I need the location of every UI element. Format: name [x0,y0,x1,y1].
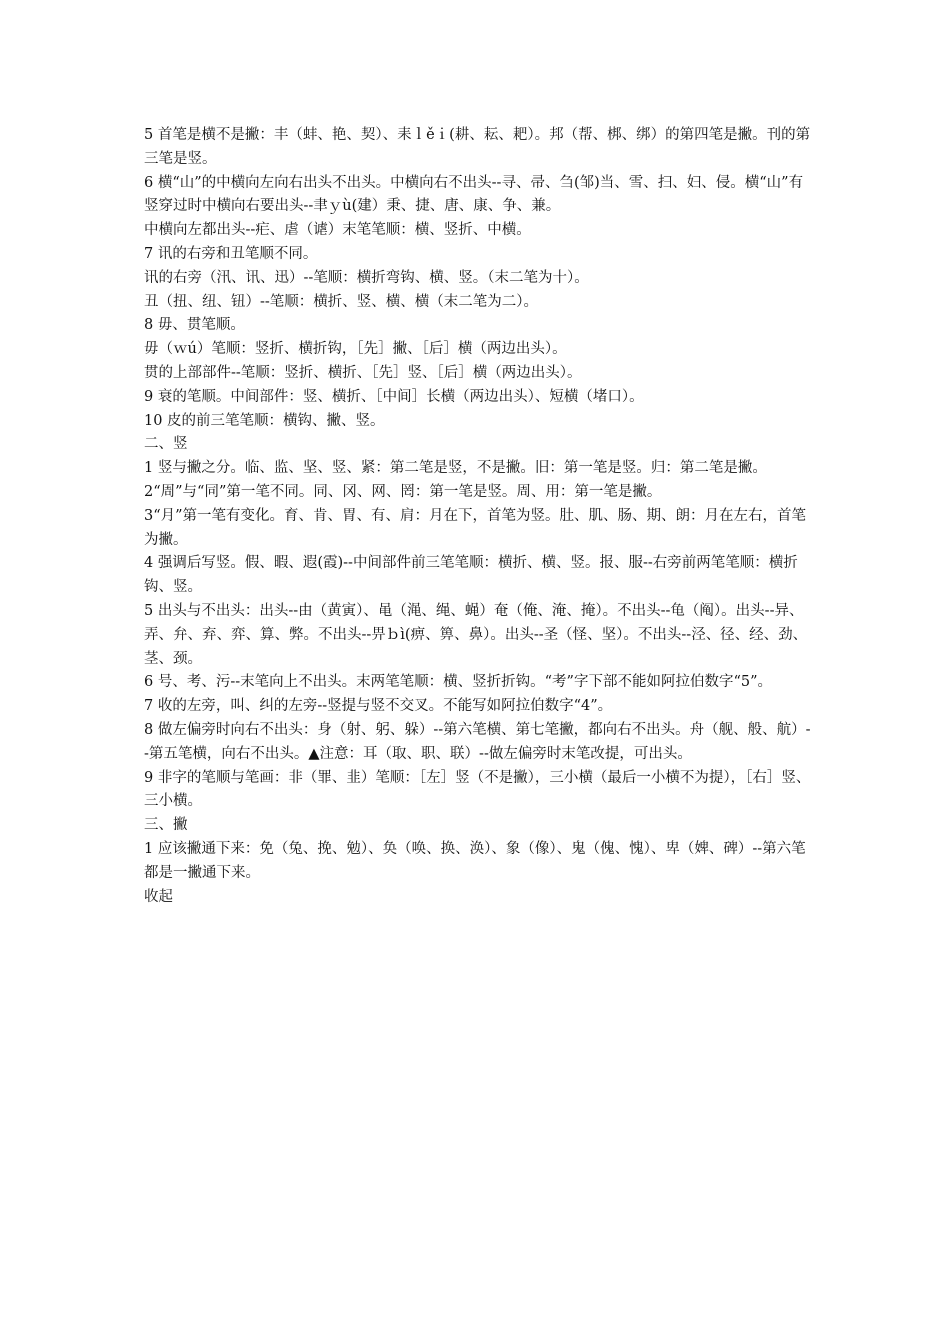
text-line: 3“月”第一笔有变化。育、肯、胃、有、肩：月在下，首笔为竖。肚、肌、肠、期、朗：月在左右，首笔为撇。 [144,507,807,548]
section-heading: 三、撇 [144,817,188,834]
text-line: 6 号、考、污--末笔向上不出头。末两笔笔顺：横、竖折折钩。“考”字下部不能如阿拉伯数字“5”。 [144,674,773,691]
text-line: 5 首笔是横不是撇：丰（蚌、艳、契）、耒ｌěｉ(耕、耘、耙）。邦（帮、梆、绑）的第四笔是撇。刊的第三笔是竖。 [144,127,811,167]
text-line: 10 皮的前三笔笔顺：横钩、撇、竖。 [144,412,385,429]
text-line: 丑（扭、纽、钮）--笔顺：横折、竖、横、横（末二笔为二）。 [144,293,539,310]
text-line: 5 出头与不出头：出头--由（黄寅）、黾（渑、绳、蝇）奄（俺、淹、掩）。不出头--龟（阄）。出头--异、弄、弁、弃、弈、算、弊。不出头--畀ｂì(痹、箅、鼻）。出头--圣（怪、坚）。不出头--泾、径、经、劲、茎、颈。 [144,602,808,667]
text-line: 7 收的左旁，叫、纠的左旁--竖提与竖不交叉。不能写如阿拉伯数字“4”。 [144,698,613,715]
text-line: 1 应该撇通下来：免（兔、挽、勉）、奂（唤、换、涣）、象（像）、鬼（傀、愧）、卑（婢、碑）--第六笔都是一撇通下来。 [144,840,806,881]
text-line: 1 竖与撇之分。临、监、坚、竖、紧：第二笔是竖，不是撇。旧：第一笔是竖。归：第二笔是撇。 [144,460,767,477]
text-line: 4 强调后写竖。假、暇、遐(霞)--中间部件前三笔笔顺：横折、横、竖。报、服--右旁前两笔笔顺：横折钩、竖。 [144,555,798,596]
text-line: 8 毋、贯笔顺。 [144,317,245,334]
text-line: 毋（ｗú）笔顺：竖折、横折钩，［先］撇、［后］横（两边出头）。 [144,341,567,358]
text-line: 9 衰的笔顺。中间部件：竖、横折、［中间］长横（两边出头）、短横（堵口）。 [144,388,644,405]
document-body [144,124,812,909]
text-line: 中横向左都出头--疟、虐（谑）末笔笔顺：横、竖折、中横。 [144,222,531,239]
text-line: 贯的上部部件--笔顺：竖折、横折、［先］竖、［后］横（两边出头）。 [144,364,582,381]
section-heading: 二、竖 [144,436,188,453]
collapse-link[interactable]: 收起 [144,888,173,905]
text-line: 8 做左偏旁时向右不出头：身（射、躬、躲）--第六笔横、第七笔撇，都向右不出头。舟（舰、般、航）--第五笔横，向右不出头。▲注意：耳（取、职、联）--做左偏旁时末笔改提，可出头。 [144,721,811,762]
text-line: 9 非字的笔顺与笔画：非（罪、韭）笔顺：［左］竖（不是撇），三小横（最后一小横不为提），［右］竖、三小横。 [144,769,811,810]
text-line: 6 横“山”的中横向左向右出头不出头。中横向右不出头--寻、帚、刍(邹)当、雪、扫、妇、侵。横“山”有竖穿过时中横向右要出头--聿ｙù(建）秉、捷、唐、康、争、兼。 [144,174,804,215]
text-line: 7 讯的右旁和丑笔顺不同。 [144,245,318,262]
text-line: 讯的右旁（汛、讯、迅）--笔顺：横折弯钩、横、竖。（末二笔为十）。 [144,269,589,286]
text-line: 2“周”与“同”第一笔不同。同、冈、网、罔：第一笔是竖。周、用：第一笔是撇。 [144,483,662,500]
